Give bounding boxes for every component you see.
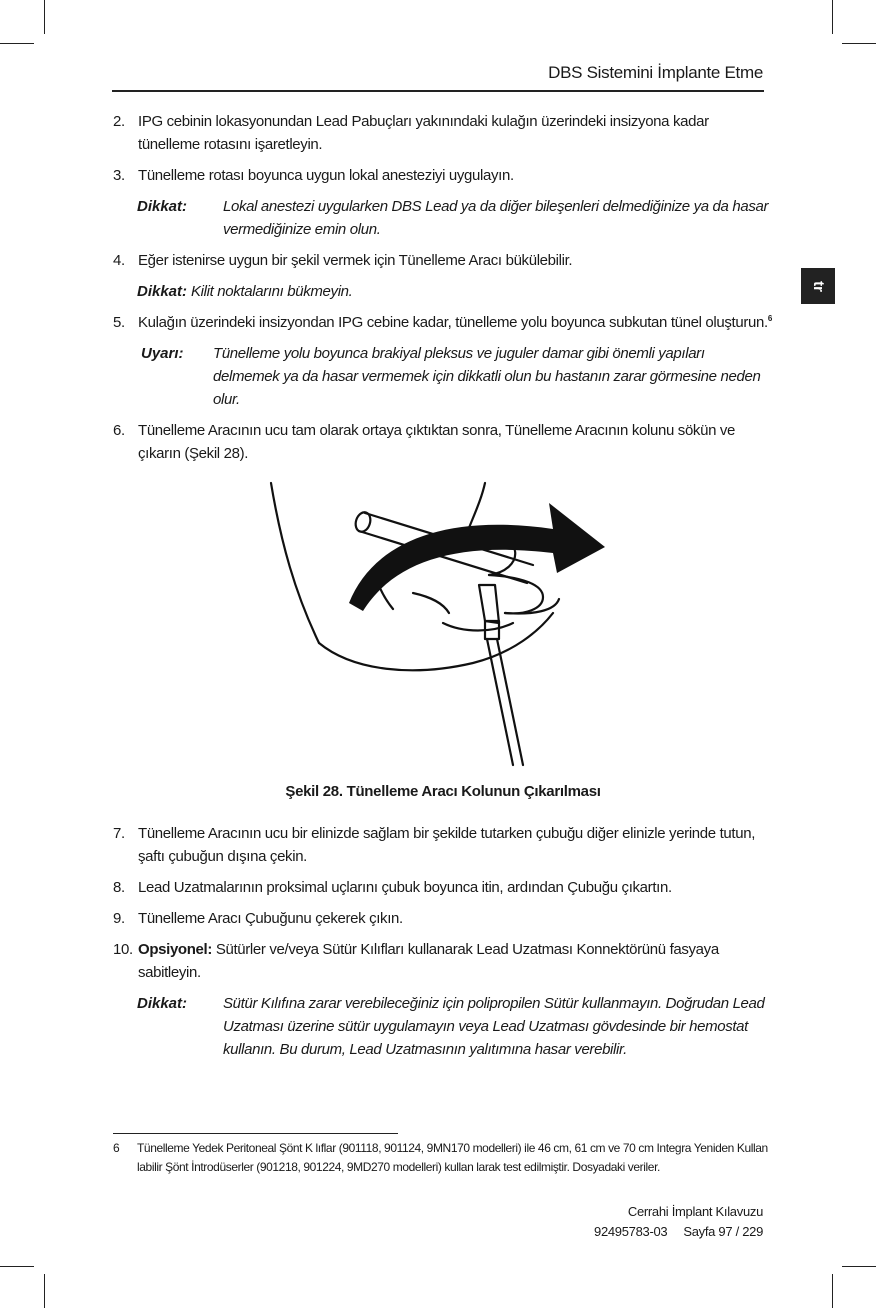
page-number: Sayfa 97 / 229 <box>683 1224 763 1239</box>
crop-mark <box>842 1266 876 1267</box>
manual-title: Cerrahi İmplant Kılavuzu <box>627 1204 763 1219</box>
step-text <box>138 311 773 334</box>
step-number: 3. <box>113 167 125 184</box>
step-number: 6. <box>113 422 125 439</box>
optional-label: Opsiyonel: <box>138 941 213 958</box>
tool-connector <box>479 585 499 623</box>
footnote-number: 6 <box>113 1141 120 1155</box>
caution-note <box>137 992 773 1061</box>
header-rule <box>112 90 764 92</box>
crop-mark <box>842 43 876 44</box>
page-footer <box>594 1202 763 1242</box>
footer-meta <box>594 1222 763 1242</box>
crop-mark <box>0 1266 34 1267</box>
step-text: Lead Uzatmalarının proksimal uçlarını çubuk boyunca itin, ardından Çubuğu çıkartın. <box>138 879 672 896</box>
step-number: 8. <box>113 879 125 896</box>
step-text-body: Sütürler ve/veya Sütür Kılıfları kullanarak Lead Uzatması Konnektörünü fasyaya sabitleyin. <box>138 941 719 981</box>
crop-mark <box>832 1274 833 1308</box>
step-number: 10. <box>113 941 133 958</box>
step-number: 2. <box>113 113 125 130</box>
language-tab <box>801 268 835 304</box>
step-item <box>113 164 773 187</box>
step-text: Tünelleme Aracının ucu tam olarak ortaya çıktıktan sonra, Tünelleme Aracının kolunu sökün ve çıkarın (Şekil 28). <box>138 422 736 462</box>
caution-label: Dikkat: <box>137 995 188 1012</box>
step-item <box>113 110 773 156</box>
caution-text: Kilit noktalarını bükmeyin. <box>191 283 353 300</box>
figure-caption: Şekil 28. Tünelleme Aracı Kolunun Çıkarılması <box>285 783 601 800</box>
step-item <box>113 876 773 899</box>
step-text: Tünelleme Aracının ucu bir elinizde sağlam bir şekilde tutarken çubuğu diğer elinizle yerinde tutun, şaftı çubuğun dışına çekin. <box>138 825 756 865</box>
crop-mark <box>0 43 34 44</box>
footnote-reference: 6 <box>767 314 772 323</box>
step-number: 4. <box>113 252 125 269</box>
footnote <box>113 1139 773 1177</box>
language-tab-label: tr <box>809 280 827 292</box>
caution-label: Dikkat: <box>137 283 188 300</box>
warning-text: Tünelleme yolu boyunca brakiyal pleksus ve juguler damar gibi önemli yapıları delmemek ya da hasar vermemek için dikkatli olun bu hastanın zarar görmesine neden olur. <box>213 345 761 408</box>
step-text: Eğer istenirse uygun bir şekil vermek için Tünelleme Aracı bükülebilir. <box>138 252 573 269</box>
figure-illustration <box>113 473 773 773</box>
step-item <box>113 938 773 984</box>
finger-outline <box>505 599 559 613</box>
crop-mark <box>832 0 833 34</box>
warning-note <box>141 342 773 411</box>
step-item <box>113 419 773 465</box>
caution-note <box>137 195 773 241</box>
step-text-body: Kulağın üzerindeki insizyondan IPG cebine kadar, tünelleme yolu boyunca subkutan tünel oluşturun. <box>138 314 768 331</box>
step-item <box>113 822 773 868</box>
step-number: 5. <box>113 314 125 331</box>
step-text: Tünelleme rotası boyunca uygun lokal anesteziyi uygulayın. <box>138 167 514 184</box>
crop-mark <box>44 1274 45 1308</box>
step-text: IPG cebinin lokasyonundan Lead Pabuçları yakınındaki kulağın üzerindeki insizyona kadar tünelleme rotasını işaretleyin. <box>138 113 709 153</box>
palm-outline <box>319 613 553 670</box>
document-number: 92495783-03 <box>594 1224 668 1239</box>
finger-outline <box>443 623 513 631</box>
page-header-title: DBS Sistemini İmplante Etme <box>548 63 763 82</box>
step-item <box>113 907 773 930</box>
step-number: 7. <box>113 825 125 842</box>
step-text: Tünelleme Aracı Çubuğunu çekerek çıkın. <box>138 910 403 927</box>
step-number: 9. <box>113 910 125 927</box>
caution-text: Lokal anestezi uygularken DBS Lead ya da diğer bileşenleri delmediğinize ya da hasar vermediğinize emin olun. <box>223 198 769 238</box>
caution-text: Sütür Kılıfına zarar verebileceğiniz için polipropilen Sütür kullanmayın. Doğrudan Lead Uzatması üzerine sütür uygulamayın veya Lead Uzatması gövdesinde bir hemostat kullanın. Bu durum, Lead Uzatmasının yalıtımına hasar verebilir. <box>223 995 765 1058</box>
main-content <box>113 110 773 1069</box>
forearm-outline <box>271 483 319 643</box>
step-text <box>138 938 773 984</box>
caution-note <box>137 280 773 303</box>
caution-label: Dikkat: <box>137 198 188 215</box>
step-item <box>113 249 773 272</box>
palm-crease <box>413 593 449 613</box>
footnote-rule <box>113 1133 398 1134</box>
warning-label: Uyarı: <box>141 345 184 362</box>
crop-mark <box>44 0 45 34</box>
step-item <box>113 311 773 334</box>
footnote-text: Tünelleme Yedek Peritoneal Şönt K lıflar (901118, 901124, 9MN170 modelleri) ile 46 cm, 61 cm ve 70 cm Integra Yeniden Kullan labilir Şönt İntrodüserler (901218, 901224, 9MD270 modelleri) kullan larak test edilmiştir. Dosyadaki veriler. <box>137 1141 768 1174</box>
